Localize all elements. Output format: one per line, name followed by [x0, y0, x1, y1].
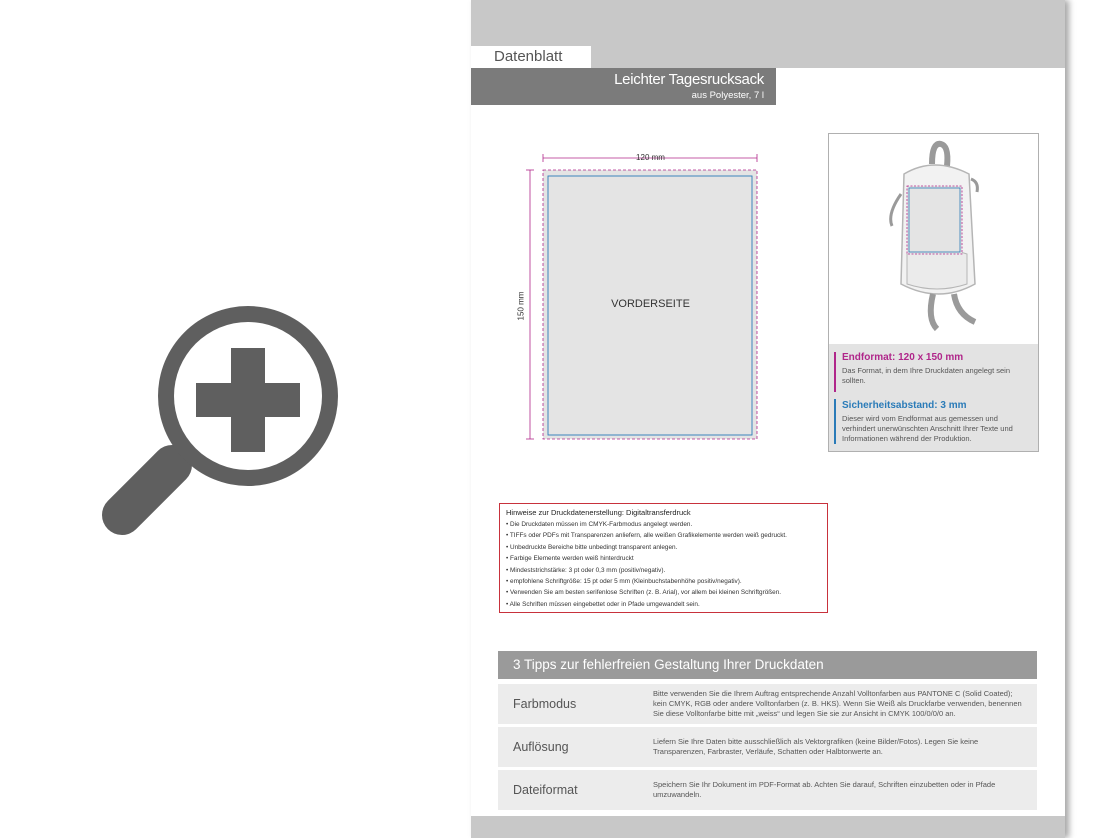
hint-item: • Die Druckdaten müssen im CMYK-Farbmodus angelegt werden.	[506, 521, 693, 528]
tip-label: Auflösung	[513, 740, 569, 754]
bottom-bar	[471, 816, 1065, 838]
safety-distance-title: Sicherheitsabstand: 3 mm	[842, 400, 967, 411]
product-subtitle: aus Polyester, 7 l	[691, 90, 764, 101]
height-dimension: 150 mm	[516, 291, 526, 321]
tip-row-farbmodus	[498, 684, 1037, 724]
hint-item: • TIFFs oder PDFs mit Transparenzen anliefern, alle weißen Grafikelemente werden weiß gedruckt.	[506, 532, 787, 540]
datasheet-page	[471, 0, 1065, 838]
endformat-text: Das Format, in dem Ihre Druckdaten angelegt sein sollten.	[842, 366, 1010, 385]
product-title-bar	[471, 68, 776, 105]
datasheet-tab: Datenblatt	[471, 46, 591, 68]
tab-row	[471, 46, 1065, 68]
hint-item: • Mindeststrichstärke: 3 pt oder 0,3 mm (positiv/negativ).	[506, 566, 666, 574]
hint-item: • Farbige Elemente werden weiß hinterdruckt	[506, 555, 634, 563]
zoom-in-icon	[100, 290, 360, 550]
tip-text: Speichern Sie Ihr Dokument im PDF-Format ab. Achten Sie darauf, Schriften einzubetten oder in Pfade umzuwandeln.	[653, 780, 996, 799]
endformat-bar	[834, 352, 836, 392]
tip-text: Bitte verwenden Sie die Ihrem Auftrag entsprechende Anzahl Volltonfarben aus PANTONE C (Solid Coated); kein CMYK, RGB oder andere Volltonfarben (z. B. HKS). Wenn Sie Weiß als Druckfarbe verwenden, benennen Sie diese Volltonfarbe bitte mit „weiss“ und legen Sie sie zur Ansicht in CMYK 100/0/0/0 an.	[653, 689, 1022, 718]
hint-item: • empfohlene Schriftgröße: 15 pt oder 5 mm (Kleinbuchstabenhöhe positiv/negativ).	[506, 578, 742, 586]
tip-label: Farbmodus	[513, 697, 577, 711]
safety-distance-text: Dieser wird vom Endformat aus gemessen und verhindert unerwünschten Anschnitt Ihrer Texte und Informationen während der Produktion.	[842, 414, 1013, 443]
format-info-box	[828, 133, 1039, 452]
tip-label: Dateiformat	[513, 783, 578, 797]
hint-item: • Alle Schriften müssen eingebettet oder in Pfade umgewandelt sein.	[506, 600, 700, 608]
tip-row-dateiformat	[498, 770, 1037, 810]
format-details	[829, 344, 1038, 451]
width-dimension: 120 mm	[636, 153, 665, 162]
zoom-in-button[interactable]	[100, 290, 360, 550]
tips-header: 3 Tipps zur fehlerfreien Gestaltung Ihrer Druckdaten	[498, 651, 1037, 679]
top-bar	[471, 0, 1065, 46]
hint-item: • Unbedruckte Bereiche bitte unbedingt transparent anlegen.	[506, 543, 678, 551]
product-title: Leichter Tagesrucksack	[614, 71, 764, 88]
tip-row-aufloesung	[498, 727, 1037, 767]
endformat-title: Endformat: 120 x 150 mm	[842, 352, 964, 363]
safety-bar	[834, 399, 836, 444]
tip-text: Liefern Sie Ihre Daten bitte ausschließlich als Vektorgrafiken (keine Bilder/Fotos). Legen Sie keine Transparenzen, Farbraster, Verläufe, Schatten oder Halbtonwerte an.	[653, 737, 979, 756]
backpack-illustration	[829, 134, 1038, 339]
print-hints-box	[499, 503, 828, 613]
hint-item: • Verwenden Sie am besten serifenlose Schriften (z. B. Arial), vor allem bei kleinen Schriftgrößen.	[506, 589, 782, 597]
hints-title: Hinweise zur Druckdatenerstellung: Digitaltransferdruck	[506, 508, 691, 517]
front-area-label: VORDERSEITE	[611, 298, 690, 310]
